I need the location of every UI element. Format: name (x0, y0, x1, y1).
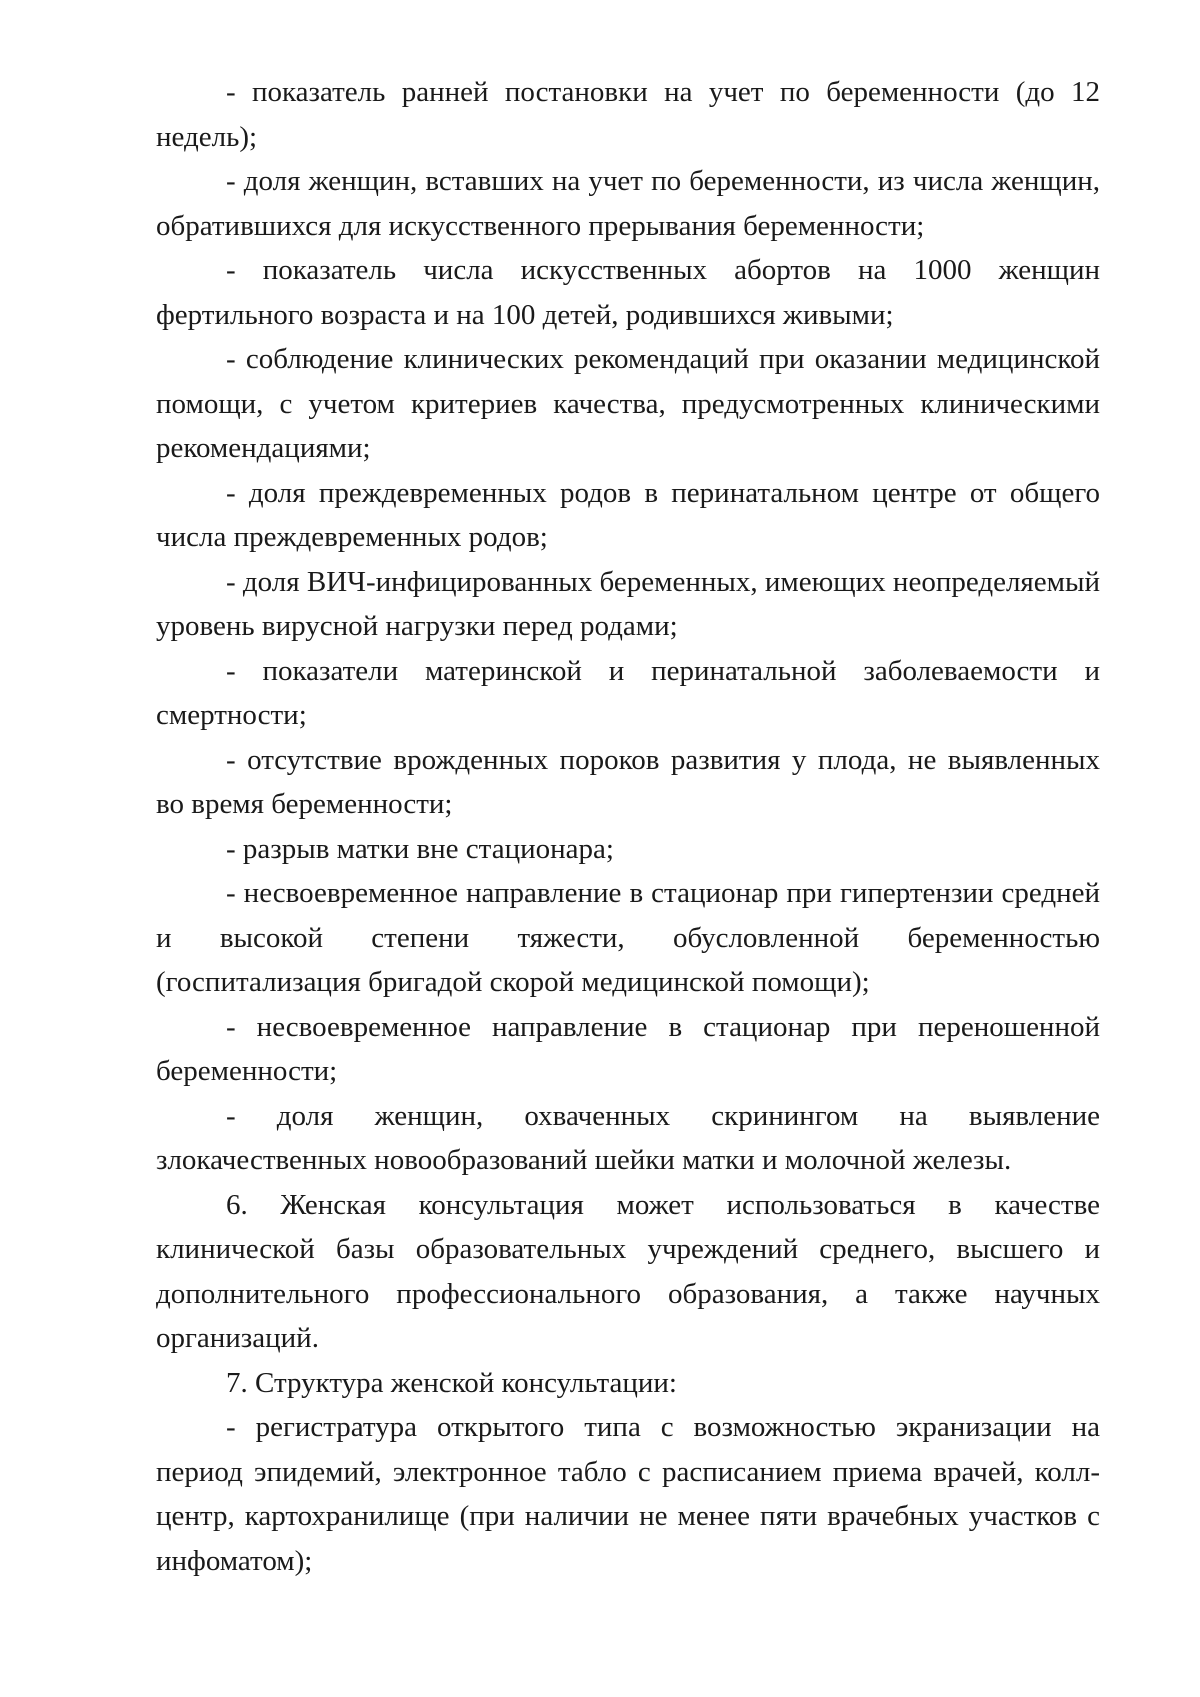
paragraph-registry-open-type: - регистратура открытого типа с возможностью экранизации на период эпидемий, электронное табло с расписанием приема врачей, колл-центр, картохранилище (при наличии не менее пяти врачебных участков с инфоматом); (156, 1411, 1100, 1577)
paragraph-undetected-malformations: - отсутствие врожденных пороков развития у плода, не выявленных во время беременности; (156, 743, 1100, 820)
paragraph-late-referral-post-term: - несвоевременное направление в стационар при переношенной беременности; (156, 1010, 1100, 1087)
paragraph-abortion-rate-indicator: - показатель числа искусственных абортов на 1000 женщин фертильного возраста и на 100 детей, родившихся живыми; (156, 254, 1100, 331)
paragraph-item-7-structure-heading: 7. Структура женской консультации: (226, 1366, 677, 1399)
paragraph-clinical-guidelines-compliance: - соблюдение клинических рекомендаций при оказании медицинской помощи, с учетом критериев качества, предусмотренных клиническими рекомендациями; (156, 343, 1100, 464)
paragraph-uterine-rupture: - разрыв матки вне стационара; (226, 832, 614, 865)
paragraph-preterm-births-share: - доля преждевременных родов в перинатальном центре от общего числа преждевременных родов; (156, 476, 1100, 553)
paragraph-item-6-clinical-base: 6. Женская консультация может использоваться в качестве клинической базы образовательных учреждений среднего, высшего и дополнительного профессионального образования, а также научных организаций. (156, 1188, 1100, 1354)
paragraph-registered-after-abortion-request: - доля женщин, вставших на учет по беременности, из числа женщин, обратившихся для искусственного прерывания беременности; (156, 165, 1100, 242)
paragraph-hiv-viral-load-share: - доля ВИЧ-инфицированных беременных, имеющих неопределяемый уровень вирусной нагрузки перед родами; (156, 565, 1100, 642)
paragraph-late-referral-hypertension: - несвоевременное направление в стационар при гипертензии средней и высокой степени тяжести, обусловленной беременностью (госпитализация бригадой скорой медицинской помощи); (156, 877, 1100, 998)
paragraph-cancer-screening-share: - доля женщин, охваченных скринингом на выявление злокачественных новообразований шейки матки и молочной железы. (156, 1099, 1100, 1176)
paragraph-morbidity-mortality-indicators: - показатели материнской и перинатальной заболеваемости и смертности; (156, 654, 1100, 731)
document-body (156, 70, 1100, 1583)
paragraph-early-registration-indicator: - показатель ранней постановки на учет по беременности (до 12 недель); (156, 76, 1100, 153)
